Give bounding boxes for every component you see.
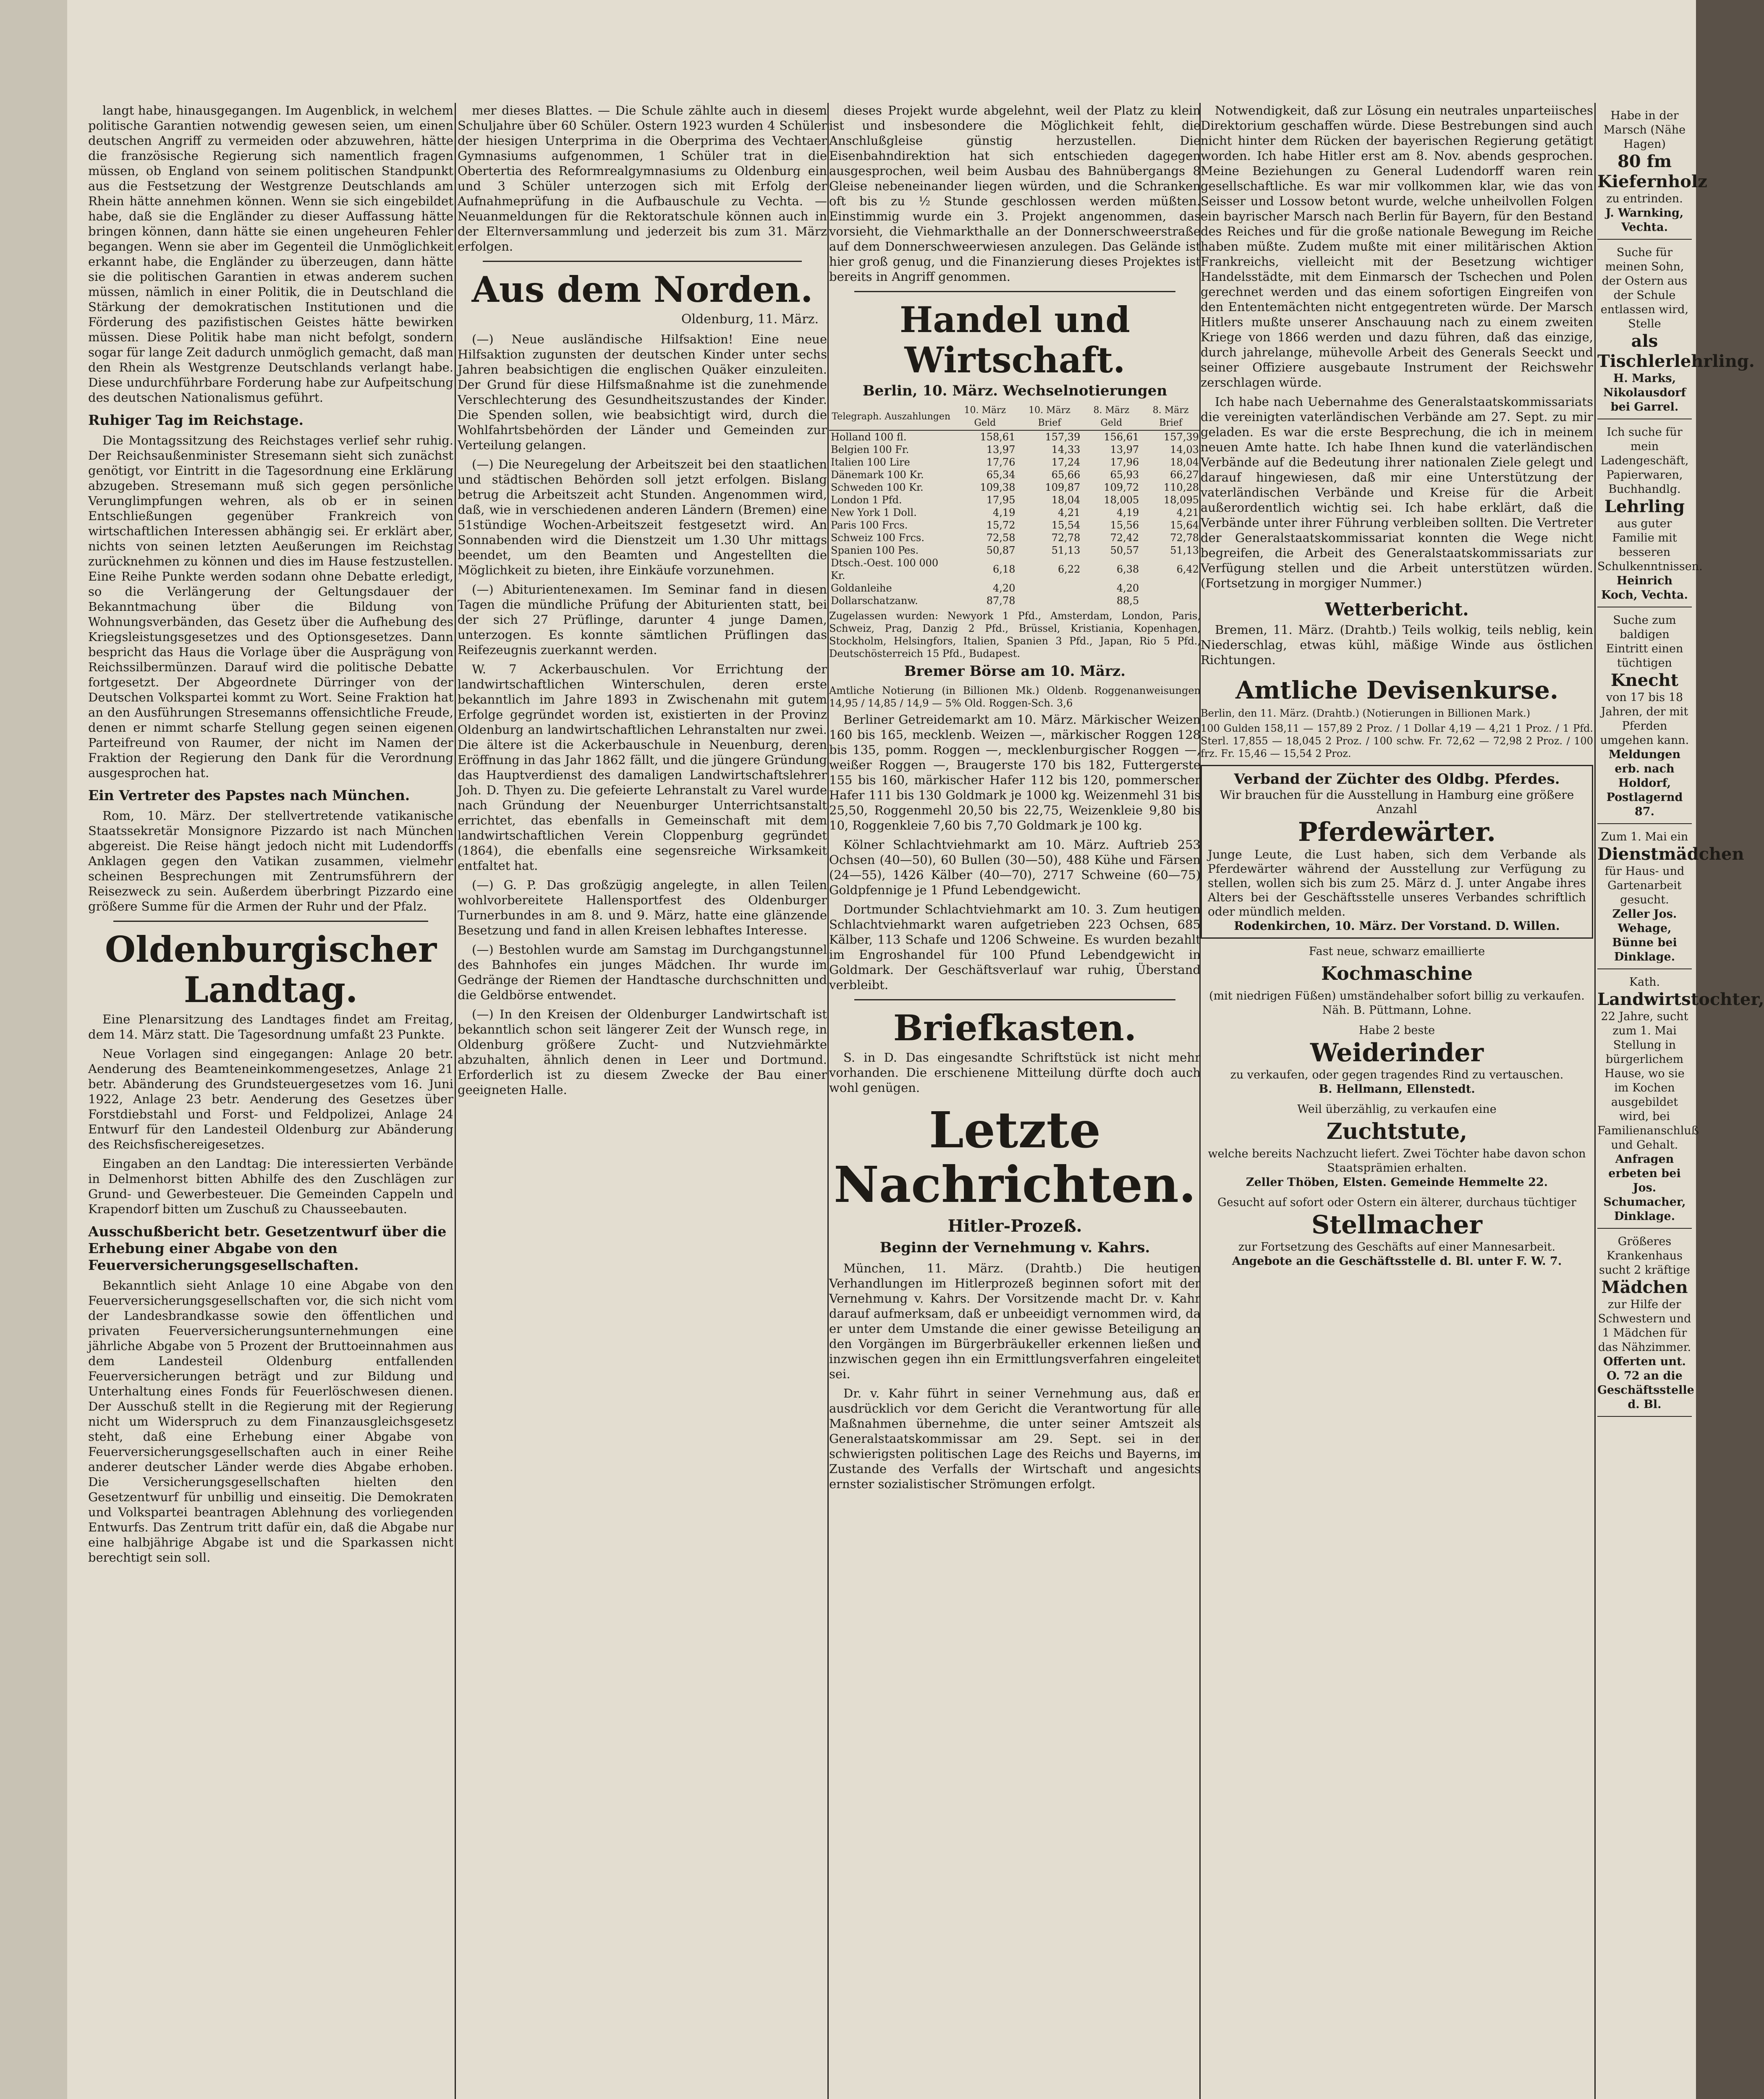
rates-value: 14,03 [1170, 444, 1199, 455]
rates-currency: Belgien 100 Fr. [831, 444, 909, 455]
rates-value [1017, 594, 1082, 607]
rates-value: 6,18 [993, 563, 1015, 575]
ad-title: Mädchen [1601, 1277, 1688, 1297]
classified-ad [1597, 425, 1703, 607]
article-paragraph: Bekanntlich sieht Anlage 10 eine Abgabe von den Feuerversicherungsgesellschaften vor, die sich nicht vom der Landesbrandkasse sowie den öffentlichen und privaten Feuerversicherungsunternehmungen eine jährliche Abgabe von 5 Prozent der Bruttoeinnahmen aus dem Landesteil Oldenburg entfallenden Feuerversicherungen beträgt und zur Bildung und Unterhaltung eines Fonds für Feuerlöschwesen dienen. Der Ausschuß stellt in die Regierung mit der Regierung nicht um Widerspruch zu dem Finanzausgleichsgesetz steht, daß eine Erhebung einer Abgabe von Feuerversicherungsgesellschaften auch in einer Reihe anderer deutscher Länder werde dies Abgabe erhoben. Die Versicherungsgesellschaften hielten den Gesetzentwurf für unbillig und einseitig. Die Demokraten und Volkspartei beantragen Ablehnung des vorliegenden Entwurfs. Das Zentrum tritt dafür ein, daß die Abgabe nur eine halbjährige Abgabe ist und die Sparkassen nicht berechtigt sein soll. [88, 1278, 453, 1565]
rates-value: 87,78 [986, 595, 1015, 607]
ad-text: aus guter Familie mit besseren Schulkenntnissen. [1597, 517, 1703, 573]
rates-value: 18,04 [1170, 456, 1199, 468]
rates-column-header: 8. März Geld [1082, 404, 1141, 430]
rates-currency: Holland 100 fl. [831, 431, 907, 443]
article-paragraph: Rom, 10. März. Der stellvertretende vatikanische Staatssekretär Monsignore Pizzardo ist nach München abgereist. Die Reise hängt jedoch nicht mit Ludendorffs Anklagen gegen den Vatikan zusammen, vielmehr scheinen Besprechungen mit Zentrumsführern der Reisezweck zu sein. Außerdem überbringt Pizzardo eine größere Summe für die Armen der Ruhr und der Pfalz. [88, 809, 453, 913]
ad-title: Weiderinder [1310, 1038, 1484, 1068]
rates-currency: London 1 Pfd. [831, 494, 902, 506]
newspaper-page [67, 0, 1764, 2099]
column-1 [88, 103, 453, 2099]
section-heading: Letzte Nachrichten. [833, 1101, 1196, 1214]
rates-value: 72,42 [1110, 532, 1139, 544]
divider [113, 921, 428, 922]
rates-row [829, 456, 1201, 468]
ad-title: Zuchtstute, [1326, 1119, 1468, 1144]
article-paragraph: (—) In den Kreisen der Oldenburger Landwirtschaft ist bekanntlich schon seit längerer Zeit der Wunsch rege, in Oldenburg größere Zucht- und Nutzviehmärkte abzuhalten, ähnlich denen in Leer und Dortmund. Erforderlich ist zu diesem Zwecke der Bau einer geeigneten Halle. [458, 1007, 827, 1097]
section-heading: Briefkasten. [893, 1007, 1137, 1049]
rates-value: 72,58 [986, 532, 1015, 544]
ad-title: Dienstmädchen [1597, 844, 1744, 864]
article-paragraph: W. 7 Ackerbauschulen. Vor Errichtung der landwirtschaftlichen Winterschulen, deren erste bekanntlich im Jahre 1893 in Zwischenahn mit gutem Erfolge gegründet worden ist, existierten in der Provinz Oldenburg an landwirtschaftlichen Lehranstalten nur zwei. Die ältere ist die Ackerbauschule in Neuenburg, deren Eröffnung in das Jahr 1862 fällt, und die jüngere Gründung das Hauptverdienst des damaligen Landwirtschaftslehrer Joh. D. Thyen zu. Die gefeierte Lehranstalt zu Varel wurde nach Gründung der Neuenburger Unterrichtsanstalt errichtet, das ebenfalls in Gemeinschaft mit dem landwirtschaftlichen Verein Cloppenburg gegründet (1864), die ebenfalls eine segensreiche Wirksamkeit entfaltet hat. [458, 662, 827, 873]
article-paragraph: (—) Abiturientenexamen. Im Seminar fand in diesen Tagen die mündliche Prüfung der Abiturienten statt, bei der sich 27 Prüflinge, darunter 4 junge Damen, unterzogen. Es konnte sämtlichen Prüflingen das Reifezeugnis zuerkannt werden. [458, 582, 827, 657]
rates-row [829, 481, 1201, 494]
rates-value [1141, 594, 1201, 607]
ad-verband-intro: Wir brauchen für die Ausstellung in Hamburg eine größere Anzahl [1220, 788, 1574, 816]
ad-text: zu entrinden. [1606, 192, 1683, 205]
rates-value: 17,95 [986, 494, 1015, 506]
article-paragraph: Eine Plenarsitzung des Landtages findet am Freitag, dem 14. März statt. Die Tagesordnung umfaßt 23 Punkte. [88, 1012, 453, 1042]
rates-column-header: 8. März Brief [1141, 404, 1201, 430]
ad-signature: Heinrich Koch, Vechta. [1601, 574, 1688, 602]
classified-ad [1597, 246, 1755, 419]
rates-row [829, 519, 1201, 531]
ad-stellmacher [1201, 1196, 1593, 1269]
article-paragraph: Die Montagssitzung des Reichstages verlief sehr ruhig. Der Reichsaußenminister Stresemann sieht sich zunächst genötigt, vor Eintritt in die Tagesordnung eine Erklärung abzugeben. Stresemann muß sich gegen persönliche Verunglimpfungen wehren, als ob er in seinen Entschließungen gegenüber Frankreich von wirtschaftlichen Interessen abhängig sei. Er erklärt aber, nichts von seinen letzten Aeußerungen im Reichstag zurücknehmen zu können und dies im Hause festzustellen. Eine Reihe Punkte werden sodann ohne Debatte erledigt, so die Verlängerung der Geltungsdauer der Bekanntmachung über die Bildung von Wohnungsverbänden, das Gesetz über die Aufhebung des Kriegsleistungsgesetzes und des Optionsgesetzes. Dann bespricht das Haus die Vorlage über die Ausprägung von Reichssilbermünzen. Darauf wird die politische Debatte fortgesetzt. Der Abgeordnete Dürringer von der Deutschen Volkspartei kommt zu Wort. Seine Fraktion hat an den Ausführungen Stresemanns offensichtliche Freude, denen er nimmt scharfe Stellung gegen seinen eigenen Parteifreund von Raumer, der nicht im Namen der Fraktion der Regierung den Dank für die Verordnung ausgesprochen hat. [88, 433, 453, 780]
classified-ad [1597, 830, 1744, 969]
ad-text: Kath. [1629, 976, 1660, 989]
ad-title: Knecht [1610, 670, 1679, 690]
rates-value: 65,34 [986, 469, 1015, 481]
rates-value: 51,13 [1051, 544, 1081, 556]
ad-signature: Meldungen erb. nach Holdorf, Postlagernd 87. [1606, 748, 1683, 818]
rates-value: 156,61 [1104, 431, 1139, 443]
column-4 [1201, 103, 1593, 2099]
rates-value: 17,24 [1051, 456, 1081, 468]
rates-currency: Paris 100 Frcs. [831, 519, 908, 531]
rates-value: 18,04 [1051, 494, 1081, 506]
rates-value: 6,22 [1058, 563, 1081, 575]
article-paragraph: Berliner Getreidemarkt am 10. März. Märkischer Weizen 160 bis 165, mecklenb. Weizen —, märkischer Roggen 128 bis 135, pomm. Roggen —, mecklenburgischer Roggen —, weißer Roggen —, Braugerste 170 bis 182, Futtergerste 155 bis 160, märkischer Hafer 112 bis 120, pommerscher Hafer 111 bis 130 Goldmark je 1000 kg. Weizenmehl 31 bis 25,50, Roggenmehl 20,50 bis 22,75, Weizenkleie 9,80 bis 10, Roggenkleie 7,60 bis 7,70 Goldmark je 100 kg. [829, 712, 1201, 832]
rates-value: 6,42 [1176, 563, 1199, 575]
rates-currency: Dänemark 100 Kr. [831, 469, 924, 481]
column-5-classifieds [1597, 103, 1764, 2099]
rates-row [829, 494, 1201, 506]
ad-intro: Gesucht auf sofort oder Ostern ein älterer, durchaus tüchtiger [1217, 1196, 1576, 1209]
rates-row [829, 557, 1201, 582]
weather-heading: Wetterbericht. [1325, 599, 1469, 620]
rates-currency: Dollarschatzanw. [831, 595, 918, 607]
rates-value: 18,005 [1104, 494, 1139, 506]
rates-row [829, 443, 1201, 456]
rates-value [1141, 582, 1201, 594]
rates-value: 4,20 [993, 582, 1015, 594]
rates-value: 13,97 [986, 444, 1015, 455]
article-headline: Ausschußbericht betr. Gesetzentwurf über die Erhebung einer Abgabe von den Feuerversicherungsgesellschaften. [88, 1223, 447, 1273]
rates-value: 15,72 [986, 519, 1015, 531]
subheading: Bremer Börse am 10. März. [904, 663, 1126, 680]
column-rule [1594, 103, 1596, 2099]
article-headline: Ein Vertreter des Papstes nach München. [88, 787, 410, 803]
ad-signature: Offerten unt. O. 72 an die Geschäftsstelle d. Bl. [1597, 1355, 1694, 1411]
article-paragraph: langt habe, hinausgegangen. Im Augenblick, in welchem politische Garantien notwendig gewesen seien, um einen deutschen Angriff zu vermeiden oder abzuwehren, hätte die französische Regierung sich namentlich fragen müssen, ob England von seinem politischen Standpunkt aus die Festsetzung der Westgrenze Deutschlands am Rhein hätte annehmen können. Wenn sie sich eingebildet habe, daß sie die Engländer zu dieser Auffassung hätte bringen können, dann hätte sie einen ungeheuren Fehler begangen. Wenn sie aber im Gegenteil die Unmöglichkeit erkannt habe, die Engländer zu überzeugen, dann hätte sie die politischen Garantien in etwas anderem suchen müssen, nämlich in einer Politik, die in Deutschland die Stärkung der demokratischen Institutionen und die Förderung des pazifistischen Geistes hätte bewirken müssen. Diese Politik habe man nicht befolgt, sondern sogar für lange Zeit dadurch unmöglich gemacht, daß man den Rhein als Westgrenze Deutschlands verlangt habe. Diese undurchführbare Forderung habe zur Aufpeitschung des deutschen Nationalismus geführt. [88, 103, 453, 405]
rates-value: 50,57 [1110, 544, 1139, 556]
rates-value: 72,78 [1051, 532, 1081, 544]
article-headline: Ruhiger Tag im Reichstage. [88, 412, 304, 428]
rates-value: 4,21 [1058, 507, 1081, 518]
article-paragraph: Bremen, 11. März. (Drahtb.) Teils wolkig, teils neblig, kein Niederschlag, etwas kühl, mäßige Winde aus östlichen Richtungen. [1201, 623, 1593, 667]
article-paragraph: Eingaben an den Landtag: Die interessierten Verbände in Delmenhorst bitten Abhilfe des den Zuschlägen zur Grund- und Gewerbesteuer. Die Gemeinden Cappeln und Krapendorf bitten um Zuschuß zu Chausseebauten. [88, 1157, 453, 1216]
ad-signature: Anfragen erbeten bei Jos. Schumacher, Dinklage. [1603, 1153, 1686, 1223]
ad-text: Größeres Krankenhaus sucht 2 kräftige [1599, 1235, 1691, 1277]
article-paragraph: Neue Vorlagen sind eingegangen: Anlage 20 betr. Aenderung des Beamteneinkommengesetzes, Anlage 21 betr. Abänderung des Grundsteuergesetzes vom 16. Juni 1922, Anlage 23 betr. Aenderung des Gesetzes über Forstdiebstahl und Forst- und Feldpolizei, Anlage 24 Entwurf für den Landesteil Oldenburg zur Abänderung des Reichsfischereigesetzes. [88, 1047, 453, 1152]
rates-row [829, 506, 1201, 519]
ad-body: zur Fortsetzung des Geschäfts auf einer Mannesarbeit. [1238, 1241, 1556, 1254]
ad-text: Ich suche für mein Ladengeschäft, Papierwaren, Buchhandlg. [1600, 426, 1689, 496]
rates-value: 157,39 [1164, 431, 1199, 443]
section-heading: Oldenburgischer Landtag. [105, 929, 437, 1010]
ad-verband-signature: Rodenkirchen, 10. März. Der Vorstand. D. Willen. [1234, 919, 1560, 933]
ad-title: 80 fm Kiefernholz [1597, 152, 1707, 191]
divider [483, 261, 802, 262]
ad-title: Stellmacher [1311, 1210, 1483, 1240]
rates-value: 4,20 [1116, 582, 1139, 594]
dateline: Oldenburg, 11. März. [681, 312, 819, 327]
rates-currency: Spanien 100 Pes. [831, 544, 919, 556]
rates-currency: Italien 100 Lire [831, 456, 910, 468]
devisen-heading: Amtliche Devisenkurse. [1235, 676, 1559, 704]
small-print: 100 Gulden 158,11 — 157,89 2 Proz. / 1 Dollar 4,19 — 4,21 1 Proz. / 1 Pfd. Sterl. 17,855 — 18,045 2 Proz. / 100 schw. Fr. 72,62 — 72,98 2 Proz. / 100 frz. Fr. 15,46 — 15,54 2 Proz. [1201, 722, 1593, 759]
rates-row [829, 582, 1201, 594]
rates-value: 66,27 [1170, 469, 1199, 481]
ad-verband-title: Pferdewärter. [1298, 817, 1496, 847]
rates-value: 109,38 [980, 482, 1015, 493]
rates-value: 17,96 [1110, 456, 1139, 468]
rates-value: 72,78 [1170, 532, 1199, 544]
subheading: Berlin, 10. März. Wechselnotierungen [862, 382, 1167, 399]
weather-section [1201, 599, 1593, 620]
column-rule [455, 103, 456, 2099]
small-print: Amtliche Notierung (in Billionen Mk.) Oldenb. Roggenanweisungen 14,95 / 14,85 / 14,9 — 5% Old. Roggen-Sch. 3,6 [829, 685, 1201, 709]
ad-signature: Angebote an die Geschäftsstelle d. Bl. unter F. W. 7. [1232, 1255, 1562, 1268]
rates-value: 15,56 [1110, 519, 1139, 531]
ad-signature: J. Warnking, Vechta. [1605, 207, 1684, 234]
article-paragraph: (—) Bestohlen wurde am Samstag im Durchgangstunnel des Bahnhofes ein junges Mädchen. Ihr wurde im Gedränge der Riemen der Handtasche durchschnitten und die Geldbörse entwendet. [458, 942, 827, 1002]
ad-kochmaschine [1201, 945, 1593, 1018]
rates-value: 6,38 [1116, 563, 1139, 575]
article-paragraph: Ich habe nach Uebernahme des Generalstaatskommissariats die vereinigten vaterländischen Verbände am 27. Sept. zu mir geladen. Es war die erste Besprechung, die ich in meinem neuen Amte hatte. Ich habe Ihnen kund die vaterländischen Verbände auf die Bedeutung ihrer nationalen Ziele gelegt und darauf hingewiesen, daß mir eine Unterstützung der vaterländischen Verbände und Kreise für die Arbeit außerordentlich wichtig sei. Ich habe erklärt, daß die Verbände unter ihrer Führung verbleiben sollten. Die Vertreter der Generalstaatskommissariat konnten die Wege nicht begreifen, die Arbeit des Generalstaatskommissariats zur Verfügung stellen und die Arbeit unterstützen würden. (Fortsetzung in morgiger Nummer.) [1201, 395, 1593, 590]
article-paragraph: Dr. v. Kahr führt in seiner Vernehmung aus, daß er ausdrücklich vor dem Gericht die Verantwortung für alle Maßnahmen übernehme, die unter seiner Amtszeit als Generalstaatskommissar am 29. Sept. sei in der schwierigsten politischen Lage des Reichs und Bayerns, im Zustande des Verfalls der Wirtschaft und angesichts ernster sozialistischer Strömungen erfolgt. [829, 1386, 1201, 1491]
rates-value: 15,64 [1170, 519, 1199, 531]
rates-value: 51,13 [1170, 544, 1199, 556]
section-heading: Aus dem Norden. [471, 269, 813, 310]
rates-value: 110,28 [1164, 482, 1199, 493]
ad-verband-header: Verband der Züchter des Oldbg. Pferdes. [1234, 771, 1560, 788]
article-paragraph: mer dieses Blattes. — Die Schule zählte auch in diesem Schuljahre über 60 Schüler. Ostern 1923 wurden 4 Schüler der hiesigen Unterprima in die Oberprima des Vechtaer Gymnasiums aufgenommen, 1 Schüler trat in die Obertertia des Reformrealgymnasiums zu Oldenburg ein und 3 Schüler unterzogen sich mit Erfolg der Aufnahmeprüfung in die Aufbauschule zu Vechta. — Neuanmeldungen für die Rektoratschule können auch in der Elternversammlung und jederzeit bis zum 31. März erfolgen. [458, 103, 827, 254]
rates-column-header: 10. März Brief [1017, 404, 1082, 430]
rates-value: 4,19 [1116, 507, 1139, 518]
ad-body: welche bereits Nachzucht liefert. Zwei Töchter habe davon schon Staatsprämien erhalten. [1208, 1147, 1586, 1175]
ad-text: Suche zum baldigen Eintritt einen tüchtigen [1606, 614, 1683, 670]
column-2 [458, 103, 827, 2099]
column-3 [829, 103, 1201, 2099]
classified-ad [1597, 109, 1707, 240]
rates-column-header: 10. März Geld [953, 404, 1017, 430]
ad-text: für Haus- und Gartenarbeit gesucht. [1604, 865, 1685, 906]
rates-currency: Dtsch.-Oest. 100 000 Kr. [831, 557, 939, 581]
article-paragraph: (—) Die Neuregelung der Arbeitszeit bei den staatlichen und städtischen Behörden soll jetzt erfolgen. Bislang betrug die Arbeitszeit acht Stunden. Angenommen wird, daß, wie in verschiedenen anderen Ländern (Bremen) eine 51stündige Wochen-Arbeitszeit festgesetzt wird. An Sonnabenden wird die Dienstzeit um 1.30 Uhr mittags beendet, um den Beamten und Angestellten die Möglichkeit zu bieten, ihre Einkäufe vorzunehmen. [458, 457, 827, 577]
rates-value: 109,72 [1104, 482, 1139, 493]
ad-verband-body: Junge Leute, die Lust haben, sich dem Verbande als Pferdewärter während der Ausstellung zur Verfügung zu stellen, wollen sich bis zum 25. März d. J. unter Angabe ihres Alters bei der Geschäftsstelle unseres Verbandes schriftlich oder mündlich melden. [1208, 848, 1586, 919]
subheading: Beginn der Vernehmung v. Kahrs. [879, 1239, 1150, 1256]
devisen-section [1201, 676, 1593, 704]
ad-text: Zum 1. Mai ein [1601, 830, 1688, 843]
ad-text: 22 Jahre, sucht zum 1. Mai Stellung in bürgerlichem Hause, wo sie im Kochen ausgebildet wird, bei Familienanschluß und Gehalt. [1597, 1010, 1699, 1152]
ad-title: Lehrling [1604, 497, 1685, 516]
ad-weiderinder [1201, 1023, 1593, 1097]
article-paragraph: München, 11. März. (Drahtb.) Die heutigen Verhandlungen im Hitlerprozeß beginnen sofort mit der Vernehmung v. Kahrs. Der Vorsitzende macht Dr. v. Kahr darauf aufmerksam, daß er unbeeidigt vernommen wird, da er unter dem Umstande die einer gewisse Beteiligung an den Vorgängen im Bürgerbräukeller erkennen ließen und inzwischen gegen ihn ein Ermittlungsverfahren eingeleitet sei. [829, 1261, 1201, 1381]
ad-zuchtstute [1201, 1102, 1593, 1190]
section-heading: Handel und Wirtschaft. [899, 299, 1131, 381]
exchange-rates-table [829, 404, 1201, 607]
ad-text: von 17 bis 18 Jahren, der mit Pferden umgehen kann. [1600, 691, 1689, 747]
rates-column-header: Telegraph. Auszahlungen [829, 404, 953, 430]
ad-signature: Zeller Thöben, Elsten. Gemeinde Hemmelte 22. [1246, 1176, 1548, 1189]
rates-value: 88,5 [1116, 595, 1139, 607]
article-paragraph: (—) G. P. Das großzügig angelegte, in allen Teilen wohlvorbereitete Hallensportfest des Oldenburger Turnerbundes in am 8. und 9. März, hatte eine glänzende Besetzung und fand in allen Kreisen lebhaftes Interesse. [458, 878, 827, 937]
ad-intro: Weil überzählig, zu verkaufen eine [1297, 1103, 1497, 1116]
ad-verband [1201, 765, 1593, 939]
rates-value: 65,93 [1110, 469, 1139, 481]
rates-currency: Schweden 100 Kr. [831, 482, 924, 493]
rates-value: 158,61 [980, 431, 1015, 443]
rates-currency: Goldanleihe [831, 582, 892, 594]
rates-row [829, 544, 1201, 557]
rates-value: 65,66 [1051, 469, 1081, 481]
rates-value: 14,33 [1051, 444, 1081, 455]
rates-value: 15,54 [1051, 519, 1081, 531]
rates-row [829, 594, 1201, 607]
rates-value: 4,21 [1176, 507, 1199, 518]
scan-left-edge [0, 0, 67, 2099]
article-paragraph: dieses Projekt wurde abgelehnt, weil der Platz zu klein ist und insbesondere die Möglichkeit fehlt, die Anschlußgleise günstig herzustellen. Die Eisenbahndirektion hat sich entschieden dagegen ausgesprochen, weil beim Ausbau des Bahnübergangs 8 Gleise nebeneinander liegen würden, und die Schranken oft bis zu ½ Stunde geschlossen werden müßten. Einstimmig wurde ein 3. Projekt angenommen, das vorsieht, die Viehmarkthalle an der Donnerschweerstraße auf dem Donnerschweerwiesen anzulegen. Das Gelände ist hier groß genug, und die Finanzierung dieses Projektes ist bereits in Angriff genommen. [829, 103, 1201, 284]
rates-value: 50,87 [986, 544, 1015, 556]
article-paragraph: Dortmunder Schlachtviehmarkt am 10. 3. Zum heutigen Schlachtviehmarkt waren aufgetrieben 223 Ochsen, 685 Kälber, 113 Schafe und 1206 Schweine. Es wurden bezahlt im Engroshandel für 100 Pfund Lebendgewicht in Goldmark. Der Geschäftsverlauf war ruhig, Überstand verbleibt. [829, 902, 1201, 992]
article-headline: Hitler-Prozeß. [947, 1216, 1082, 1236]
ad-intro: Fast neue, schwarz emaillierte [1309, 945, 1485, 958]
ad-body: zu verkaufen, oder gegen tragendes Rind zu vertauschen. [1230, 1068, 1564, 1081]
ad-text: zur Hilfe der Schwestern und 1 Mädchen für das Nähzimmer. [1598, 1298, 1691, 1354]
ad-title: als Tischlerlehrling. [1597, 331, 1755, 371]
ad-signature: Zeller Jos. Wehage, Bünne bei Dinklage. [1612, 908, 1677, 963]
small-print: Zugelassen wurden: Newyork 1 Pfd., Amsterdam, London, Paris, Schweiz, Prag, Danzig 2 Pfd., Brüssel, Kristiania, Kopenhagen, Stockholm, Helsingfors, Italien, Spanien 3 Pfd., Japan, Rio 5 Pfd., Deutschösterreich 15 Pfd., Budapest. [829, 610, 1201, 660]
rates-row [829, 468, 1201, 481]
rates-value: 13,97 [1110, 444, 1139, 455]
small-print: Berlin, den 11. März. (Drahtb.) (Notierungen in Billionen Mark.) [1201, 707, 1531, 719]
rates-currency: New York 1 Doll. [831, 507, 917, 518]
classified-ad [1597, 975, 1764, 1229]
rates-value [1017, 582, 1082, 594]
rates-value: 157,39 [1045, 431, 1081, 443]
article-paragraph: Kölner Schlachtviehmarkt am 10. März. Auftrieb 253 Ochsen (40—50), 60 Bullen (30—50), 488 Kühe und Färsen (24—55), 1426 Kälber (40—70), 2717 Schweine (60—75) Goldpfennige je 1 Pfund Lebendgewicht. [829, 838, 1201, 897]
rates-currency: Schweiz 100 Frcs. [831, 532, 924, 544]
classified-ad [1597, 613, 1692, 824]
rates-value: 18,095 [1164, 494, 1199, 506]
article-paragraph: S. in D. Das eingesandte Schriftstück ist nicht mehr vorhanden. Die erschienene Mitteilung dürfte doch auch wohl genügen. [829, 1050, 1201, 1095]
ad-signature: B. Hellmann, Ellenstedt. [1319, 1083, 1475, 1096]
article-paragraph: Notwendigkeit, daß zur Lösung ein neutrales unparteiisches Direktorium geschaffen würde. Diese Bestrebungen sind auch nicht hinter dem Rücken der bayerischen Regierung getätigt worden. Ich habe Hitler erst am 8. Nov. abends gesprochen. Meine Beziehungen zu General Ludendorff waren rein gesellschaftliche. Es war mir vollkommen klar, wie das von Seisser und Lossow betont wurde, welche unheilvollen Folgen ein bayrischer Marsch nach Berlin für Bayern, für den Bestand des Reiches und für die große nationale Bewegung im Reiche haben müßte. Zudem mußte mit einer militärischen Aktion Frankreichs, vielleicht mit der Besetzung wichtiger Handelsstädte, mit dem Einmarsch der Tschechen und Polen gerechnet werden und das einem sofortigen Eingreifen von den Ententemächten nicht entgegentreten würde. Der Marsch Hitlers mußte unserer Anschauung nach zu einem zweiten Kriege von 1866 werden und dazu führen, daß das einzige, durch jahrelange, mühevolle Arbeit des Generals Seeckt und seiner Offiziere ausgebaute Instrument der Reichswehr zerschlagen würde. [1201, 103, 1593, 390]
ad-text: Habe in der Marsch (Nähe Hagen) [1603, 109, 1686, 151]
ad-title: Landwirtstochter, [1597, 989, 1764, 1009]
ad-title: Kochmaschine [1321, 963, 1473, 984]
column-rule [827, 103, 829, 2099]
ad-body: (mit niedrigen Füßen) umständehalber sofort billig zu verkaufen. Näh. B. Püttmann, Lohne. [1209, 989, 1585, 1017]
rates-value: 109,87 [1045, 482, 1081, 493]
divider [854, 291, 1175, 292]
ad-intro: Habe 2 beste [1358, 1024, 1435, 1037]
rates-row [829, 531, 1201, 544]
ad-text: Suche für meinen Sohn, der Ostern aus der Schule entlassen wird, Stelle [1600, 246, 1689, 330]
divider [854, 999, 1175, 1000]
rates-row [829, 430, 1201, 443]
classified-ad [1597, 1235, 1692, 1417]
rates-value: 17,76 [986, 456, 1015, 468]
ad-signature: H. Marks, Nikolausdorf bei Garrel. [1603, 372, 1686, 414]
article-paragraph: (—) Neue ausländische Hilfsaktion! Eine neue Hilfsaktion zugunsten der deutschen Kinder unter sechs Jahren beabsichtigen die englischen Quäker einzuleiten. Der Grund für diese Hilfsmaßnahme ist die zunehmende Verschlechterung des Gesundheitszustandes der Kinder. Die Spenden sollen, wie beabsichtigt wird, durch die Wohlfahrtsbehörden der Länder und Gemeinden zur Verteilung gelangen. [458, 332, 827, 452]
rates-value: 4,19 [993, 507, 1015, 518]
